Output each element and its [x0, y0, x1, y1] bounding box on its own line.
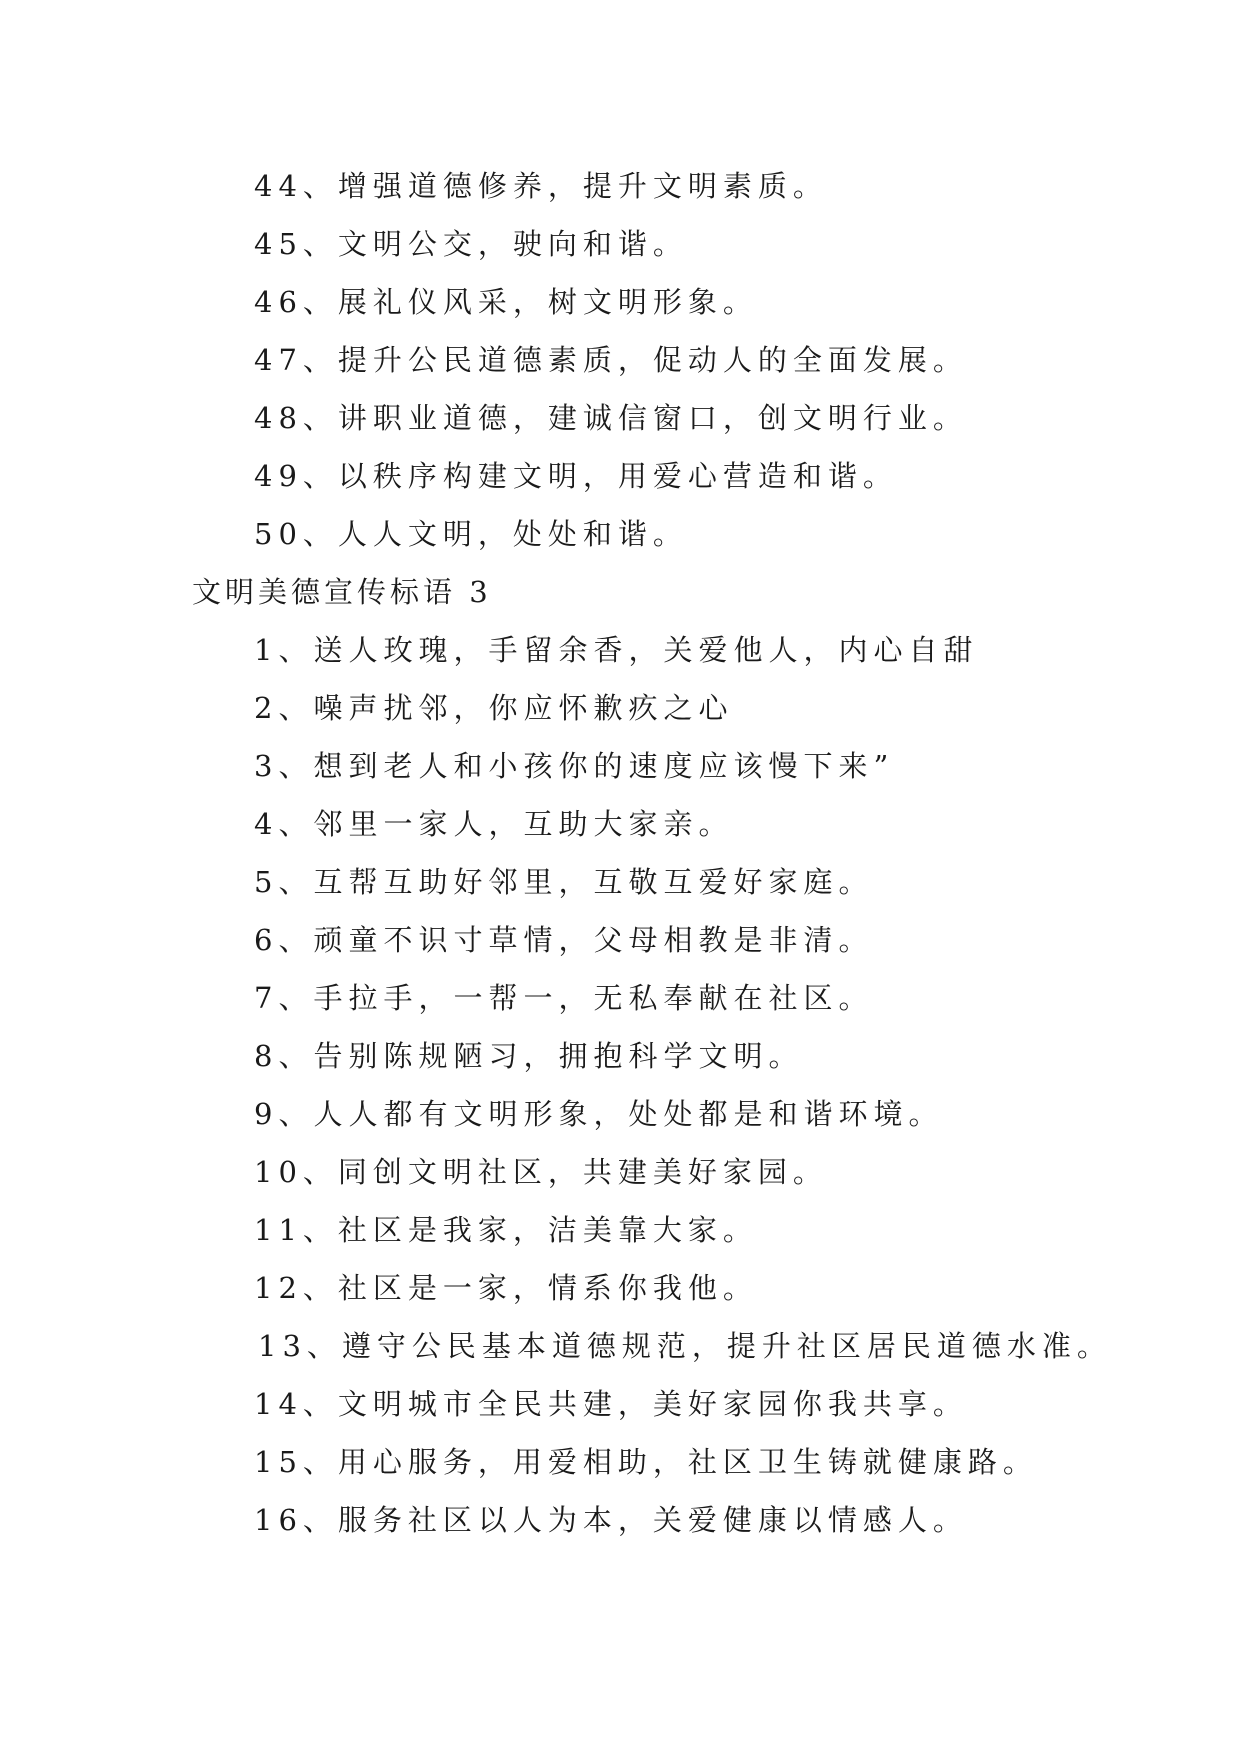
slogan-line: 14、文明城市全民共建，美好家园你我共享。: [254, 1387, 968, 1421]
slogan-line: 48、讲职业道德，建诚信窗口，创文明行业。: [254, 401, 968, 435]
slogan-line: 11、社区是我家，洁美靠大家。: [254, 1213, 758, 1247]
slogan-line: 12、社区是一家，情系你我他。: [254, 1271, 758, 1305]
slogan-line: 46、展礼仪风采，树文明形象。: [254, 285, 758, 319]
slogan-line: 4、邻里一家人，互助大家亲。: [254, 807, 734, 841]
slogan-line: 45、文明公交，驶向和谐。: [254, 227, 688, 261]
slogan-line: 10、同创文明社区，共建美好家园。: [254, 1155, 828, 1189]
slogan-line: 3、想到老人和小孩你的速度应该慢下来”: [254, 749, 895, 783]
slogan-line: 15、用心服务，用爱相助，社区卫生铸就健康路。: [254, 1445, 1038, 1479]
slogan-line: 9、人人都有文明形象，处处都是和谐环境。: [254, 1097, 944, 1131]
slogan-line: 44、增强道德修养，提升文明素质。: [254, 169, 828, 203]
slogan-line: 47、提升公民道德素质，促动人的全面发展。: [254, 343, 968, 377]
slogan-line: 8、告别陈规陋习，拥抱科学文明。: [254, 1039, 804, 1073]
slogan-line: 1、送人玫瑰，手留余香，关爱他人，内心自甜: [254, 633, 979, 667]
slogan-line: 50、人人文明，处处和谐。: [254, 517, 688, 551]
slogan-line: 16、服务社区以人为本，关爱健康以情感人。: [254, 1503, 968, 1537]
slogan-line: 2、噪声扰邻，你应怀歉疚之心: [254, 691, 734, 725]
slogan-line: 6、顽童不识寸草情，父母相教是非清。: [254, 923, 874, 957]
slogan-line: 5、互帮互助好邻里，互敬互爱好家庭。: [254, 865, 874, 899]
slogan-line: 49、以秩序构建文明，用爱心营造和谐。: [254, 459, 898, 493]
slogan-line: 13、遵守公民基本道德规范，提升社区居民道德水准。: [258, 1329, 1112, 1363]
section-heading: 文明美德宣传标语 3: [192, 575, 492, 609]
slogan-line: 7、手拉手，一帮一，无私奉献在社区。: [254, 981, 874, 1015]
